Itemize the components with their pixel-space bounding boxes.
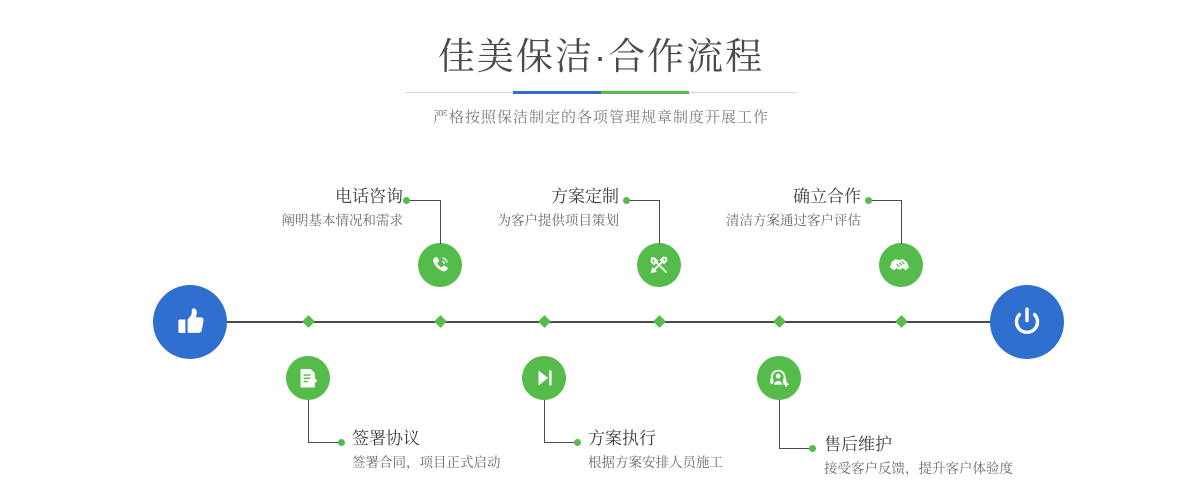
step-label-6 [824, 434, 1013, 479]
step-connector-dot-2 [338, 439, 345, 446]
timeline-marker [538, 315, 551, 328]
document-edit-icon [296, 366, 320, 390]
step-connector-2-horizontal [308, 442, 341, 443]
step-connector-4-vertical [544, 400, 545, 442]
step-connector-1-vertical [440, 200, 441, 244]
step-label-3 [463, 186, 619, 231]
divider-accent-green [601, 91, 689, 94]
step-node-1[interactable] [418, 243, 462, 287]
step-connector-6-vertical [779, 400, 780, 448]
step-title: 方案执行 [588, 429, 656, 448]
step-desc: 签署合同，项目正式启动 [352, 455, 501, 470]
step-connector-5-horizontal [870, 200, 902, 201]
step-desc: 接受客户反馈，提升客户体验度 [824, 461, 1013, 476]
step-node-5[interactable] [879, 243, 923, 287]
step-connector-6-horizontal [779, 448, 812, 449]
step-connector-2-vertical [308, 400, 309, 442]
step-title: 签署协议 [352, 429, 420, 448]
step-title: 方案定制 [551, 187, 619, 206]
step-connector-3-horizontal [628, 200, 660, 201]
timeline-marker [895, 315, 908, 328]
title-divider [405, 91, 797, 94]
step-title: 确立合作 [793, 187, 861, 206]
thumbs-up-icon [171, 303, 209, 341]
step-node-6[interactable] [757, 356, 801, 400]
step-connector-dot-4 [574, 439, 581, 446]
phone-call-icon [428, 253, 452, 277]
step-label-2 [352, 428, 501, 473]
step-title: 售后维护 [824, 435, 892, 454]
step-connector-dot-5 [865, 197, 872, 204]
step-connector-dot-6 [809, 445, 816, 452]
step-connector-3-vertical [659, 200, 660, 244]
handshake-icon [889, 253, 913, 277]
step-connector-4-horizontal [544, 442, 577, 443]
step-connector-5-vertical [901, 200, 902, 244]
step-desc: 阐明基本情况和需求 [281, 213, 403, 228]
step-connector-1-horizontal [408, 200, 441, 201]
step-label-5 [705, 186, 861, 231]
step-desc: 清洁方案通过客户评估 [726, 213, 861, 228]
pen-ruler-icon [647, 253, 671, 277]
page-title: 佳美保洁·合作流程 [437, 36, 765, 77]
timeline-end-badge [990, 285, 1064, 359]
step-desc: 为客户提供项目策划 [497, 213, 619, 228]
step-desc: 根据方案安排人员施工 [588, 455, 723, 470]
step-node-4[interactable] [522, 356, 566, 400]
step-label-1 [253, 186, 403, 231]
step-label-4 [588, 428, 723, 473]
divider-accent-blue [513, 91, 601, 94]
timeline-marker [434, 315, 447, 328]
timeline-marker [773, 315, 786, 328]
step-connector-dot-3 [623, 197, 630, 204]
play-forward-icon [532, 366, 556, 390]
step-connector-dot-1 [403, 197, 410, 204]
header [0, 34, 1202, 127]
headset-support-icon [767, 366, 791, 390]
power-icon [1008, 303, 1046, 341]
step-node-2[interactable] [286, 356, 330, 400]
page-subtitle: 严格按照保洁制定的各项管理规章制度开展工作 [432, 109, 769, 126]
timeline-marker [653, 315, 666, 328]
step-node-3[interactable] [637, 243, 681, 287]
step-title: 电话咨询 [335, 187, 403, 206]
timeline-marker [302, 315, 315, 328]
timeline-start-badge [153, 285, 227, 359]
